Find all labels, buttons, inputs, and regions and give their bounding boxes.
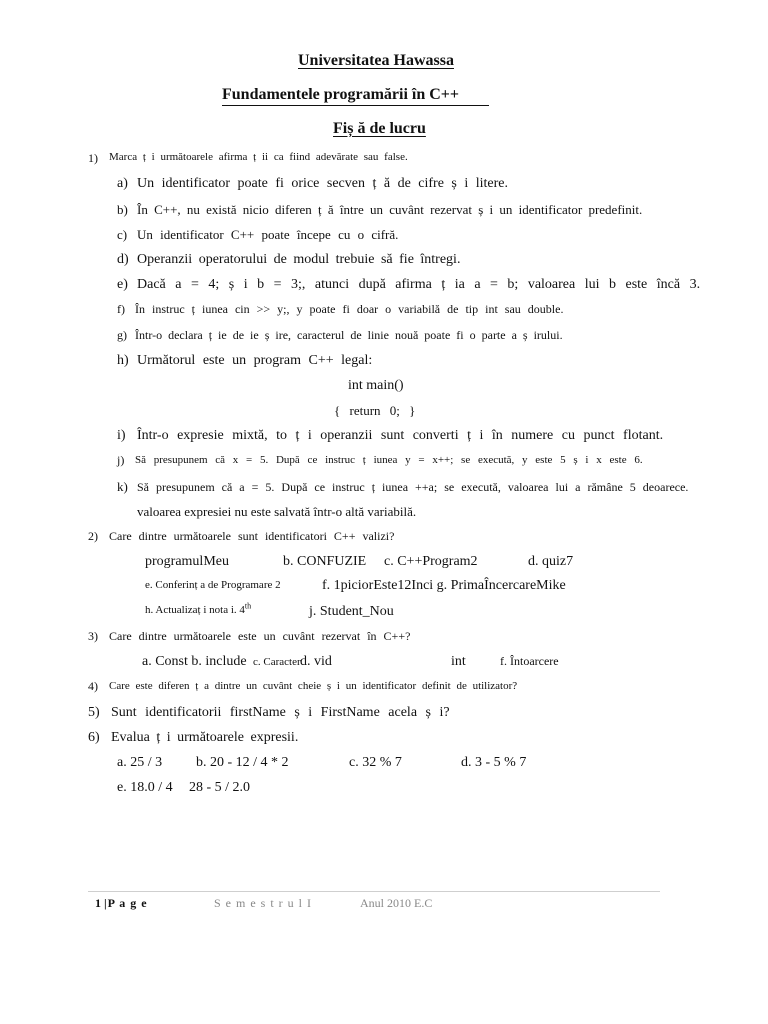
code-line: int main() [348, 378, 404, 393]
item-label: d) [117, 252, 129, 267]
question-number: 6) [88, 730, 100, 745]
code-line: { return 0; } [334, 403, 416, 418]
item-label: c) [117, 227, 128, 242]
item-text: Într-o declara ț ie de ie ș ire, caracterul de linie nouă poate fi o parte a ș irului. [135, 328, 563, 342]
item-continuation: valoarea expresiei nu este salvată într-o altă variabilă. [137, 504, 417, 519]
expression: c. 32 % 7 [349, 755, 402, 770]
question-text: Care este diferen ț a dintre un cuvânt cheie ș i un identificator definit de utilizator? [109, 680, 518, 692]
footer-divider [88, 891, 660, 892]
university-title: Universitatea Hawassa [298, 52, 454, 69]
question-text: Care dintre următoarele sunt identificatori C++ valizi? [109, 529, 395, 543]
option: c. Caracter [253, 656, 301, 668]
item-text: Un identificator poate fi orice secven ț ă de cifre ș i litere. [137, 176, 509, 191]
year-label: Anul 2010 E.C [360, 896, 433, 910]
item-text: Operanzii operatorului de modul trebuie să fie întregi. [137, 252, 461, 267]
question-number: 4) [88, 679, 98, 693]
item-label: j) [117, 453, 125, 467]
item-text: Un identificator C++ poate începe cu o cifră. [137, 227, 399, 242]
item-text: Următorul este un program C++ legal: [137, 353, 373, 368]
expression: b. 20 - 12 / 4 * 2 [196, 755, 289, 770]
question-number: 2) [88, 529, 98, 543]
option: f. Întoarcere [500, 654, 559, 668]
expression: 28 - 5 / 2.0 [189, 780, 251, 795]
item-text: În instruc ț iunea cin >> y;, y poate fi doar o variabilă de tip int sau double. [135, 302, 564, 316]
option: f. 1piciorEste12Inci g. PrimaÎncercareMike [322, 578, 566, 593]
page-number: 1 [95, 896, 101, 910]
option: d. vid [300, 654, 332, 669]
question-text: Sunt identificatorii firstName ș i FirstName acela ș i? [111, 705, 450, 720]
item-text: Într-o expresie mixtă, to ț i operanzii sunt converti ț i în numere cu punct flotant. [137, 428, 664, 443]
expression: e. 18.0 / 4 [117, 780, 173, 795]
option: d. quiz7 [528, 554, 574, 569]
item-label: a) [117, 176, 128, 191]
item-text: Să presupunem că x = 5. După ce instruc ț iunea y = x++; se execută, y este 5 ș i x este 6. [135, 454, 643, 466]
item-label: b) [117, 202, 128, 217]
item-label: g) [117, 328, 127, 342]
question-number: 3) [88, 629, 98, 643]
option: e. Conferinț a de Programare 2 [145, 579, 281, 591]
option: h. Actualizaț i nota i. 4th [145, 601, 252, 616]
expression: a. 25 / 3 [117, 755, 163, 770]
course-title: Fundamentele programării în C++ [222, 87, 489, 106]
worksheet-title: Fiș ă de lucru [333, 120, 426, 137]
question-text: Care dintre următoarele este un cuvânt rezervat în C++? [109, 629, 411, 643]
item-label: f) [117, 302, 125, 316]
semester-label: S e m e s t r u l I [214, 896, 312, 910]
option: j. Student_Nou [309, 604, 394, 619]
option: a. Const b. include [142, 654, 247, 669]
item-text: Să presupunem că a = 5. După ce instruc ț iunea ++a; se execută, valoarea lui a rămâne 5 deoarece. [137, 480, 689, 494]
page-label: |P a g e [104, 896, 148, 910]
option: programulMeu [145, 554, 229, 569]
item-label: h) [117, 353, 129, 368]
item-text: În C++, nu există nicio diferen ț ă între un cuvânt rezervat ș i un identificator predefinit. [137, 202, 643, 217]
item-label: k) [117, 479, 128, 494]
expression: d. 3 - 5 % 7 [461, 755, 527, 770]
question-number: 5) [88, 705, 100, 720]
option: int [451, 654, 466, 669]
question-text: Evalua ț i următoarele expresii. [111, 730, 299, 745]
item-label: e) [117, 277, 128, 292]
item-label: i) [117, 428, 126, 443]
option: b. CONFUZIE [283, 554, 367, 569]
question-number: 1) [88, 151, 98, 165]
question-text: Marca ț i următoarele afirma ț ii ca fiind adevărate sau false. [109, 151, 408, 163]
item-text: Dacă a = 4; ș i b = 3;, atunci după afirma ț ia a = b; valoarea lui b este încă 3. [137, 277, 701, 292]
option: c. C++Program2 [384, 554, 478, 569]
